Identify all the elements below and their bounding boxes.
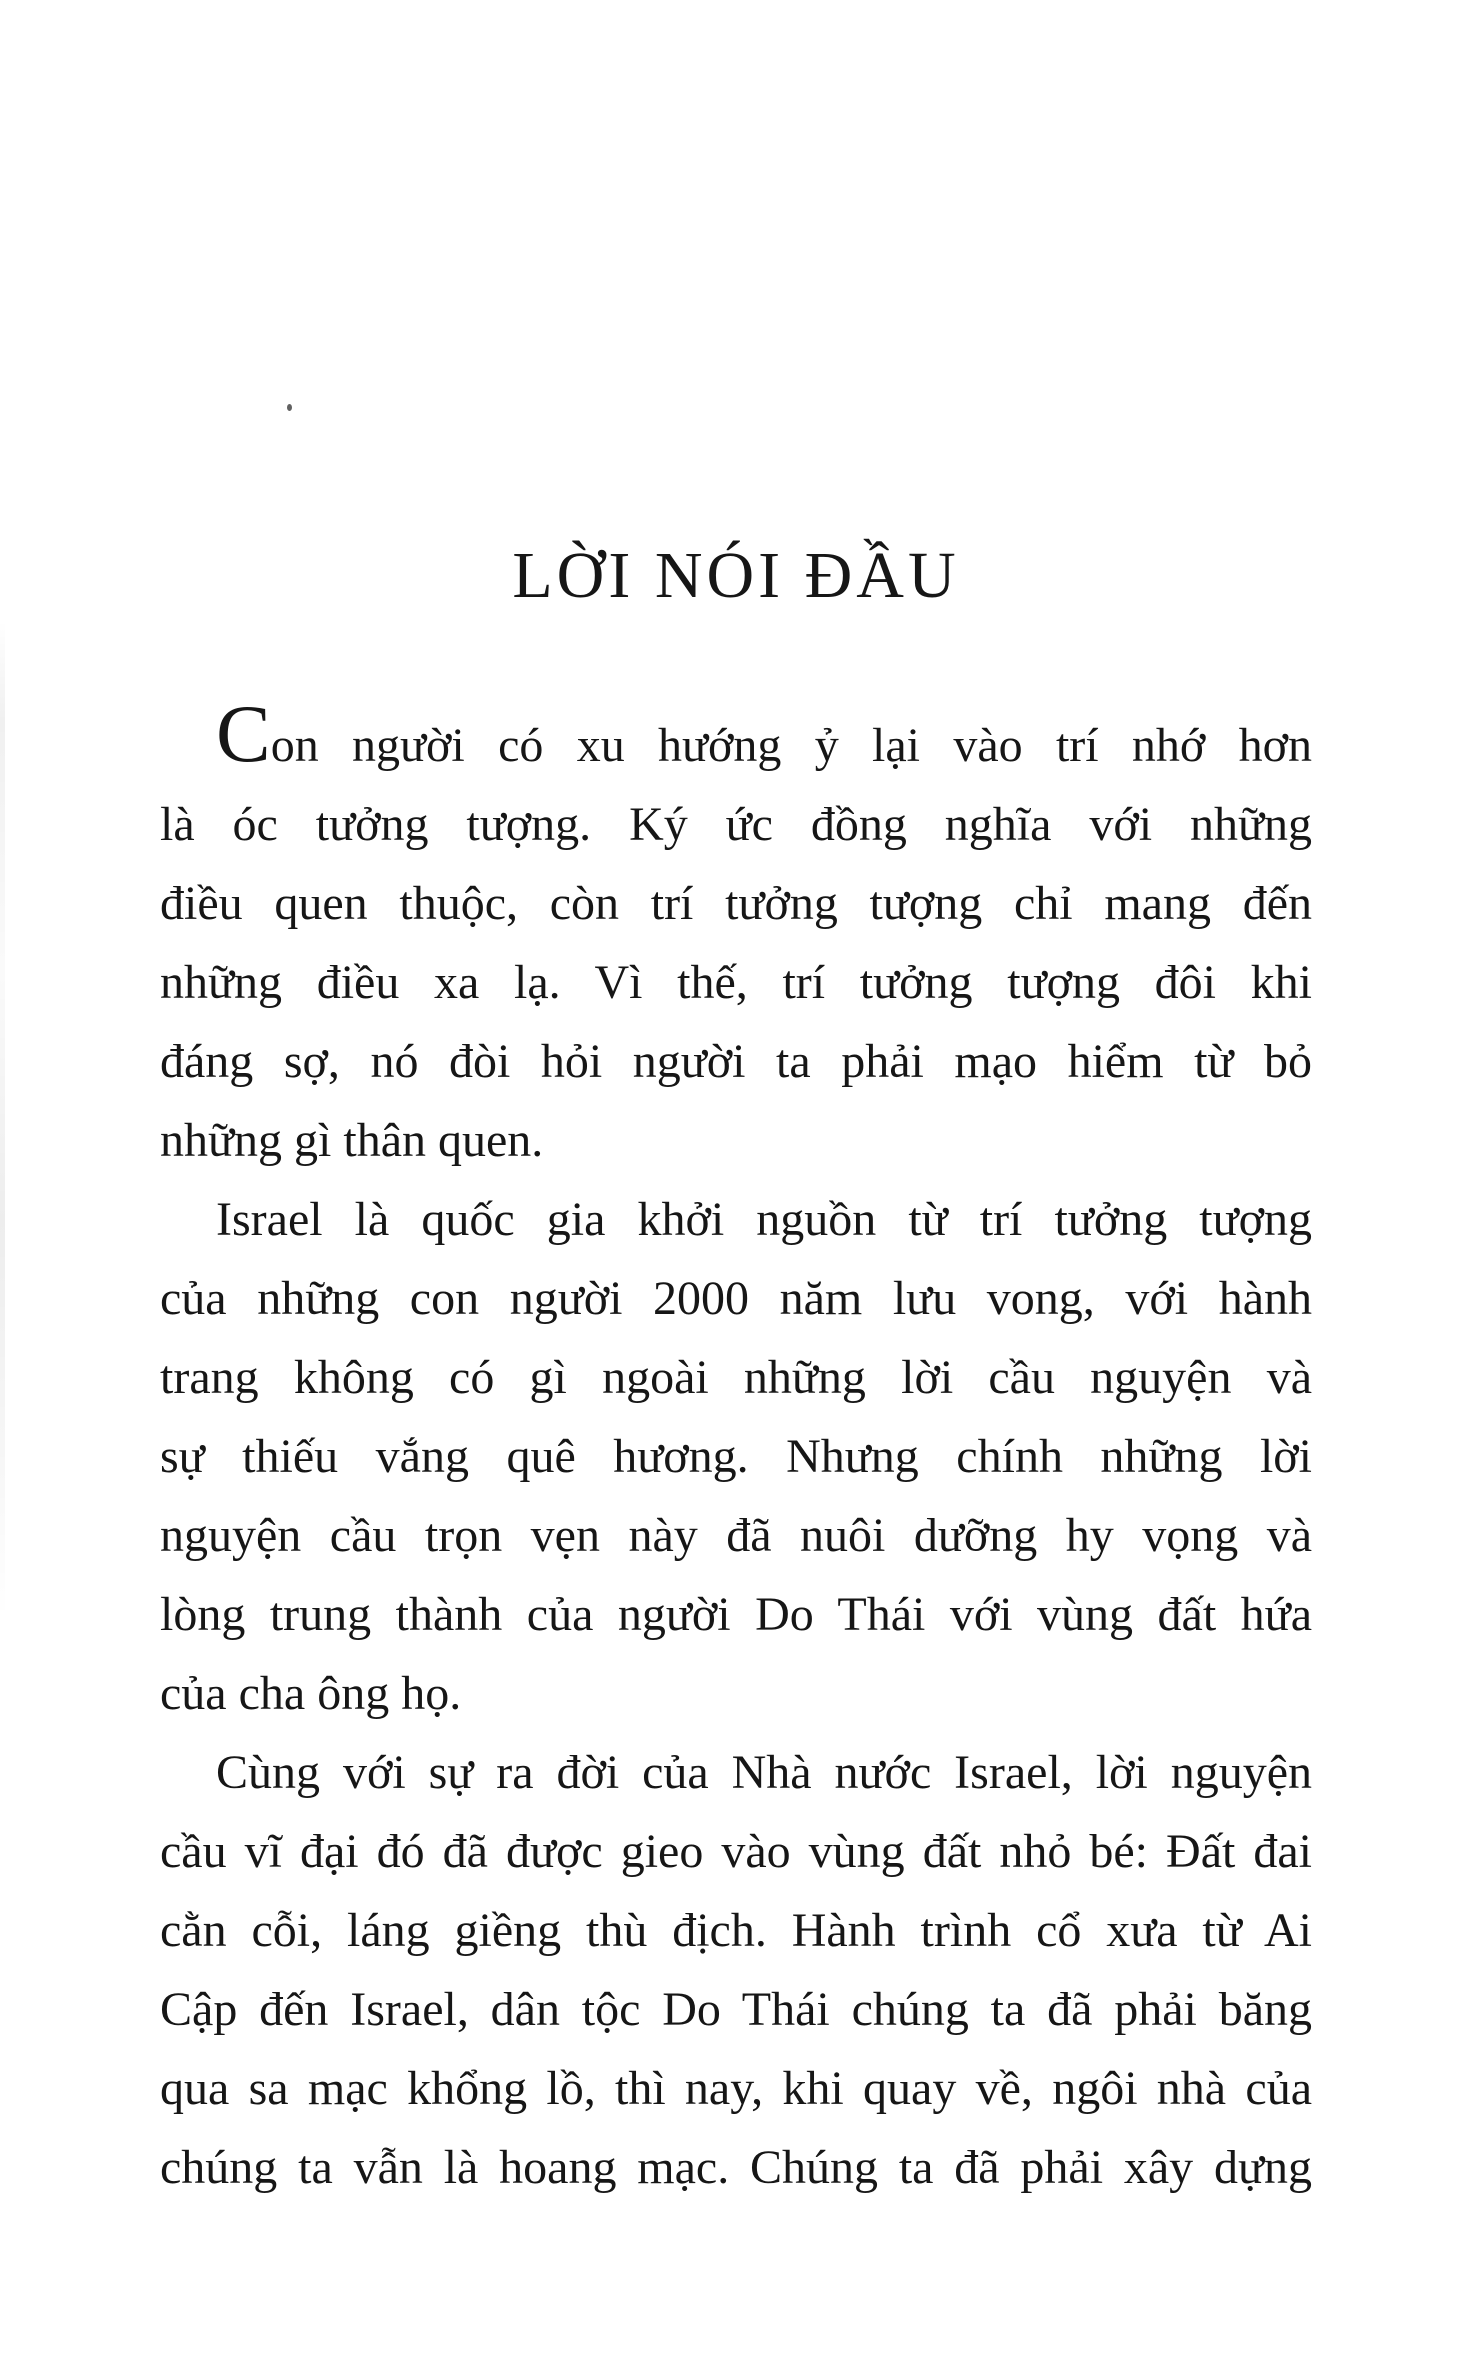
scan-speck bbox=[287, 404, 292, 411]
text-line: của những con người 2000 năm lưu vong, với hành bbox=[160, 1272, 1312, 1325]
text-line: đáng sợ, nó đòi hỏi người ta phải mạo hiểm từ bỏ bbox=[160, 1035, 1312, 1088]
paragraph bbox=[160, 1733, 1312, 2207]
text-line: điều quen thuộc, còn trí tưởng tượng chỉ mang đến bbox=[160, 877, 1312, 930]
text-line: những gì thân quen. bbox=[160, 1114, 544, 1167]
text-line: Con người có xu hướng ỷ lại vào trí nhớ hơn bbox=[216, 688, 1312, 779]
text-line: Israel là quốc gia khởi nguồn từ trí tưởng tượng bbox=[216, 1193, 1312, 1246]
initial-capital: C bbox=[216, 688, 271, 779]
paragraph bbox=[160, 1180, 1312, 1733]
text-line: những điều xa lạ. Vì thế, trí tưởng tượng đôi khi bbox=[160, 956, 1312, 1009]
text-line: là óc tưởng tượng. Ký ức đồng nghĩa với những bbox=[160, 798, 1312, 851]
text-line: cằn cỗi, láng giềng thù địch. Hành trình cổ xưa từ Ai bbox=[160, 1904, 1312, 1957]
text-line: trang không có gì ngoài những lời cầu nguyện và bbox=[160, 1351, 1312, 1404]
scan-edge-shadow bbox=[0, 620, 5, 1620]
body-text bbox=[160, 688, 1312, 2207]
text-line: Cùng với sự ra đời của Nhà nước Israel, lời nguyện bbox=[216, 1746, 1312, 1799]
page-title: LỜI NÓI ĐẦU bbox=[512, 539, 960, 613]
text-line: của cha ông họ. bbox=[160, 1667, 462, 1720]
text-line: cầu vĩ đại đó đã được gieo vào vùng đất nhỏ bé: Đất đai bbox=[160, 1825, 1312, 1878]
text-line: chúng ta vẫn là hoang mạc. Chúng ta đã phải xây dựng bbox=[160, 2141, 1312, 2194]
text-line: nguyện cầu trọn vẹn này đã nuôi dưỡng hy vọng và bbox=[160, 1509, 1312, 1562]
text-line: Cập đến Israel, dân tộc Do Thái chúng ta đã phải băng bbox=[160, 1983, 1312, 2036]
text-line: sự thiếu vắng quê hương. Nhưng chính những lời bbox=[160, 1430, 1312, 1483]
paragraph bbox=[160, 688, 1312, 1180]
text-line: lòng trung thành của người Do Thái với vùng đất hứa bbox=[160, 1588, 1312, 1641]
text-line: qua sa mạc khổng lồ, thì nay, khi quay về, ngôi nhà của bbox=[160, 2062, 1312, 2115]
